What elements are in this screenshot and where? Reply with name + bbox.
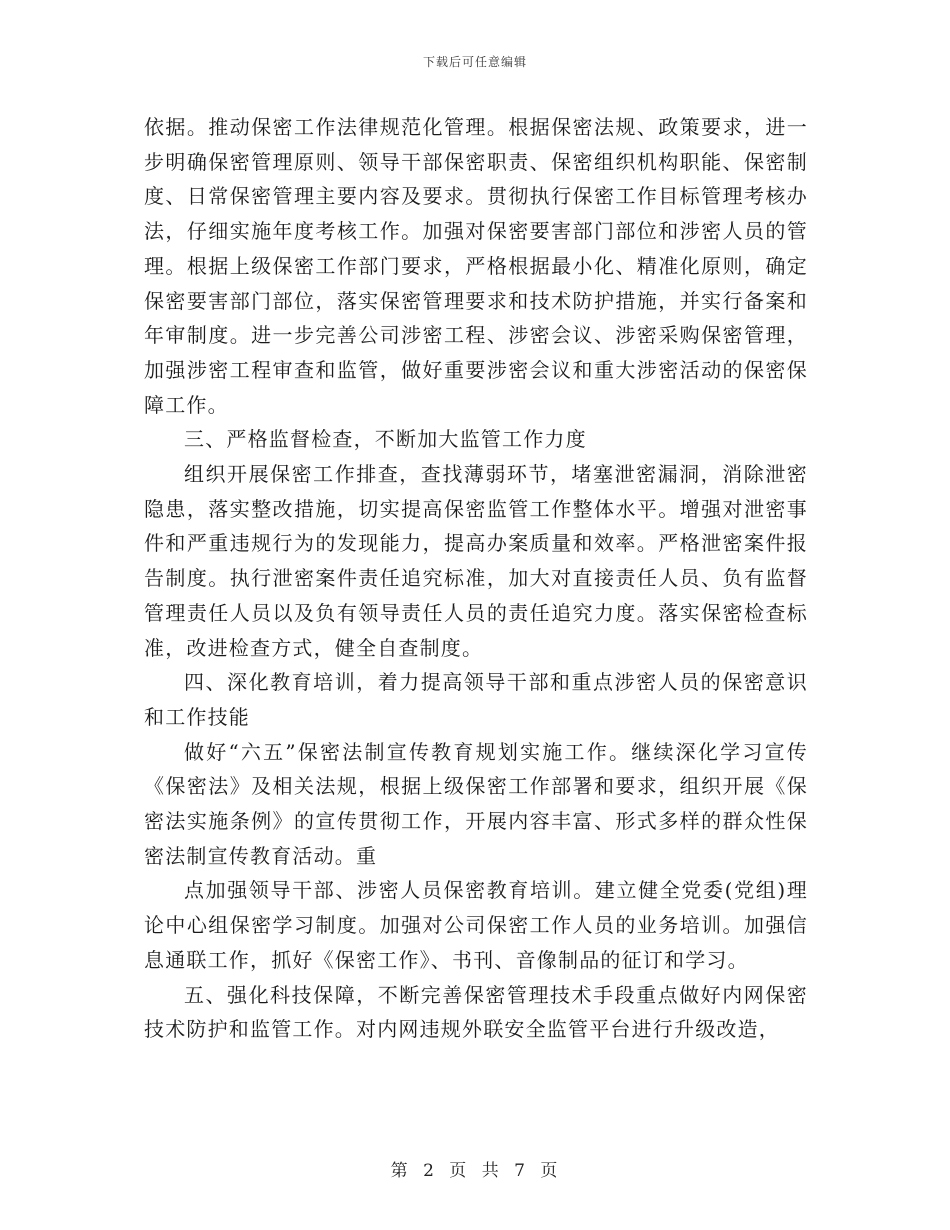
paragraph-continuation: 依据。推动保密工作法律规范化管理。根据保密法规、政策要求，进一步明确保密管理原则、领导干部保密职责、保密组织机构职能、保密制度、日常保密管理主要内容及要求。贯彻执行保密工作目标管理考核办法，仔细实施年度考核工作。加强对保密要害部门部位和涉密人员的管理。根据上级保密工作部门要求，严格根据最小化、精准化原则，确定保密要害部门部位，落实保密管理要求和技术防护措施，并实行备案和年审制度。进一步完善公司涉密工程、涉密会议、涉密采购保密管理，加强涉密工程审查和监管，做好重要涉密会议和重大涉密活动的保密保障工作。 xyxy=(144,115,808,417)
document-body xyxy=(144,110,808,1047)
section-heading-four: 四、深化教育培训，着力提高领导干部和重点涉密人员的保密意识和工作技能 xyxy=(144,670,808,729)
section-heading-five: 五、强化科技保障，不断完善保密管理技术手段重点做好内网保密技术防护和监管工作。对内网违规外联安全监管平台进行升级改造， xyxy=(144,982,808,1042)
section-heading-three: 三、严格监督检查，不断加大监管工作力度 xyxy=(184,427,587,452)
paragraph-body: 组织开展保密工作排查，查找薄弱环节，堵塞泄密漏洞，消除泄密隐患，落实整改措施，切实提高保密监管工作整体水平。增强对泄密事件和严重违规行为的发现能力，提高办案质量和效率。严格泄密案件报告制度。执行泄密案件责任追究标准，加大对直接责任人员、负有监督管理责任人员以及负有领导责任人员的责任追究力度。落实保密检查标准，改进检查方式，健全自查制度。 xyxy=(144,462,808,660)
paragraph-body: 点加强领导干部、涉密人员保密教育培训。建立健全党委(党组)理论中心组保密学习制度。加强对公司保密工作人员的业务培训。加强信息通联工作，抓好《保密工作》、书刊、音像制品的征订和学习。 xyxy=(144,878,808,972)
page-header: 下载后可任意编辑 xyxy=(422,55,527,69)
paragraph-body: 做好“六五”保密法制宣传教育规划实施工作。继续深化学习宣传《保密法》及相关法规，根据上级保密工作部署和要求，组织开展《保密法实施条例》的宣传贯彻工作，开展内容丰富、形式多样的群众性保密法制宣传教育活动。重 xyxy=(144,739,808,868)
page-number: 第 2 页 共 7 页 xyxy=(390,1161,560,1181)
